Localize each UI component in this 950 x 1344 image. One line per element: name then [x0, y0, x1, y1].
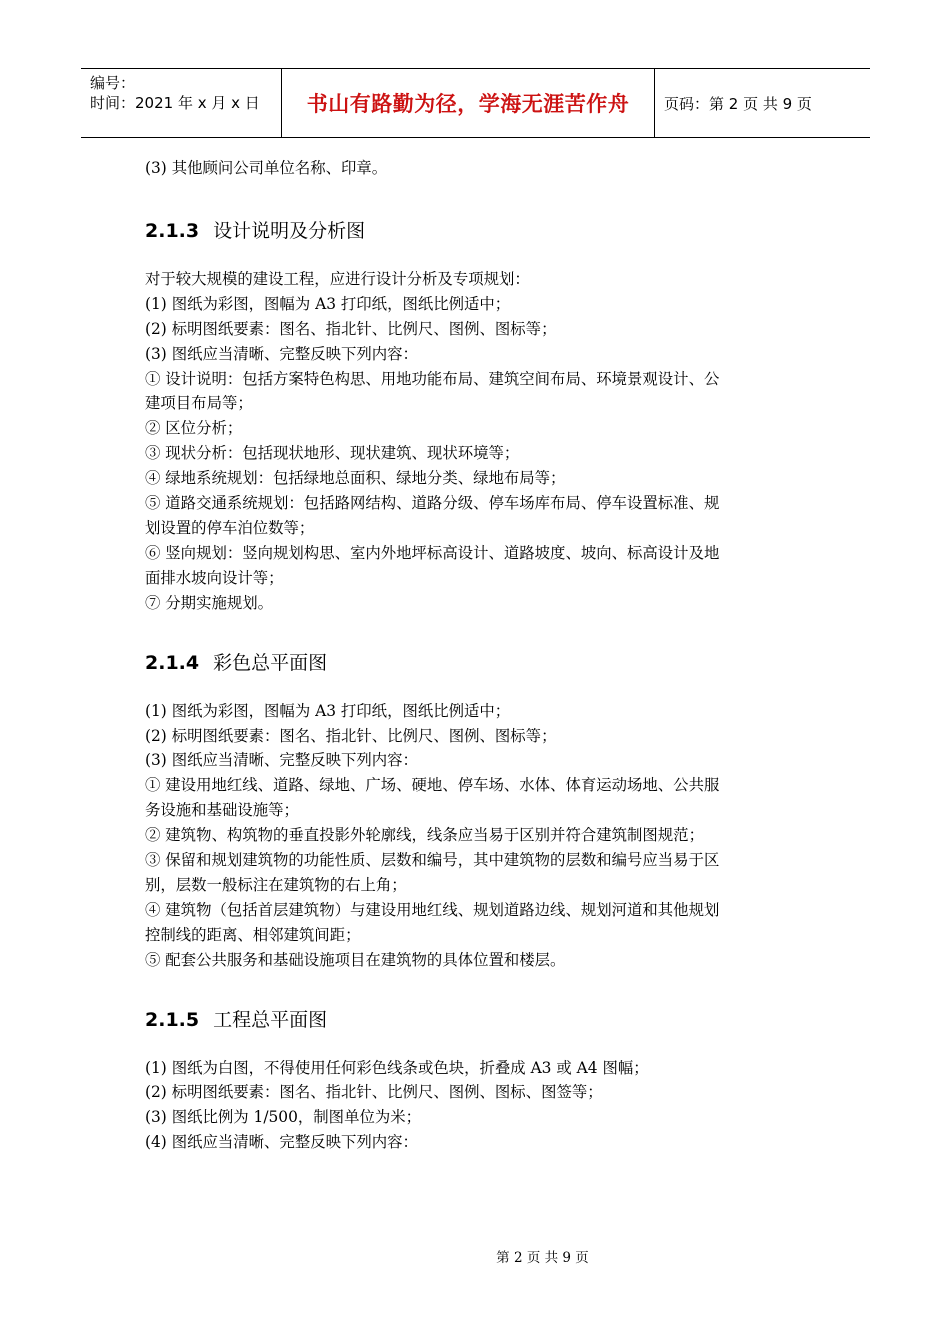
- section-heading-2-1-3: [145, 217, 810, 245]
- section-title: 工程总平面图: [213, 1008, 328, 1031]
- list-item: (3) 图纸应当清晰、完整反映下列内容：: [145, 344, 418, 363]
- list-item: ① 设计说明：包括方案特色构思、用地功能布局、建筑空间布局、环境景观设计、公: [145, 369, 720, 388]
- section-title: 设计说明及分析图: [213, 219, 366, 242]
- section-2-1-3-list: [145, 292, 810, 616]
- list-item: ⑤ 配套公共服务和基础设施项目在建筑物的具体位置和楼层。: [145, 950, 566, 969]
- list-item: (1) 图纸为彩图，图幅为 A3 打印纸，图纸比例适中；: [145, 701, 511, 720]
- list-item: ⑥ 竖向规划：竖向规划构思、室内外地坪标高设计、道路坡度、坡向、标高设计及地: [145, 543, 720, 562]
- list-item: 控制线的距离、相邻建筑间距；: [145, 925, 361, 944]
- list-item: ② 建筑物、构筑物的垂直投影外轮廓线，线条应当易于区别并符合建筑制图规范；: [145, 826, 704, 845]
- header-motto: 书山有路勤为径，学海无涯苦作舟: [306, 91, 630, 116]
- document-number-label: 编号：: [90, 74, 136, 92]
- list-item: ① 建设用地红线、道路、绿地、广场、硬地、停车场、水体、体育运动场地、公共服: [145, 776, 720, 795]
- list-item: 务设施和基础设施等；: [145, 801, 299, 820]
- list-item: 面排水坡向设计等；: [145, 568, 284, 587]
- list-item: ③ 保留和规划建筑物的功能性质、层数和编号，其中建筑物的层数和编号应当易于区: [145, 851, 720, 870]
- list-item: 划设置的停车泊位数等；: [145, 518, 315, 537]
- list-item: ⑤ 道路交通系统规划：包括路网结构、道路分级、停车场库布局、停车设置标准、规: [145, 494, 720, 513]
- list-item: (2) 标明图纸要素：图名、指北针、比例尺、图例、图标、图签等；: [145, 1083, 603, 1102]
- list-item: 建项目布局等；: [145, 394, 253, 413]
- section-number: 2.1.4: [145, 651, 200, 674]
- list-item: ⑦ 分期实施规划。: [145, 593, 274, 612]
- list-item: ④ 绿地系统规划：包括绿地总面积、绿地分类、绿地布局等；: [145, 469, 566, 488]
- document-date: 时间：2021 年 x 月 x 日: [90, 94, 260, 112]
- list-item: (2) 标明图纸要素：图名、指北针、比例尺、图例、图标等；: [145, 726, 557, 745]
- section-2-1-4-list: [145, 699, 810, 973]
- list-item: ② 区位分析；: [145, 419, 243, 438]
- pre-item: (3) 其他顾问公司单位名称、印章。: [145, 159, 388, 177]
- list-item: 别，层数一般标注在建筑物的右上角；: [145, 875, 407, 894]
- header-motto-cell: [282, 69, 655, 137]
- section-number: 2.1.3: [145, 219, 200, 242]
- page-header: [81, 68, 870, 138]
- section-2-1-5-list: [145, 1056, 810, 1156]
- section-intro: 对于较大规模的建设工程，应进行设计分析及专项规划：: [145, 269, 530, 288]
- section-title: 彩色总平面图: [213, 651, 328, 674]
- list-item: (3) 图纸应当清晰、完整反映下列内容：: [145, 751, 418, 770]
- list-item: ③ 现状分析：包括现状地形、现状建筑、现状环境等；: [145, 444, 520, 463]
- list-item: (4) 图纸应当清晰、完整反映下列内容：: [145, 1133, 418, 1152]
- section-heading-2-1-4: [145, 649, 810, 677]
- header-meta: [81, 69, 282, 137]
- section-number: 2.1.5: [145, 1008, 200, 1031]
- list-item: (1) 图纸为白图，不得使用任何彩色线条或色块，折叠成 A3 或 A4 图幅；: [145, 1058, 649, 1077]
- list-item: (3) 图纸比例为 1/500，制图单位为米；: [145, 1108, 422, 1127]
- section-heading-2-1-5: [145, 1006, 810, 1034]
- list-item: (1) 图纸为彩图，图幅为 A3 打印纸，图纸比例适中；: [145, 294, 511, 313]
- header-page-info: 页码：第 2 页 共 9 页: [664, 94, 812, 113]
- footer-page-number: 第 2 页 共 9 页: [496, 1250, 589, 1266]
- list-item: ④ 建筑物（包括首层建筑物）与建设用地红线、规划道路边线、规划河道和其他规划: [145, 900, 720, 919]
- page-footer: [0, 1246, 950, 1266]
- list-item: (2) 标明图纸要素：图名、指北针、比例尺、图例、图标等；: [145, 319, 557, 338]
- document-body: [145, 156, 810, 1155]
